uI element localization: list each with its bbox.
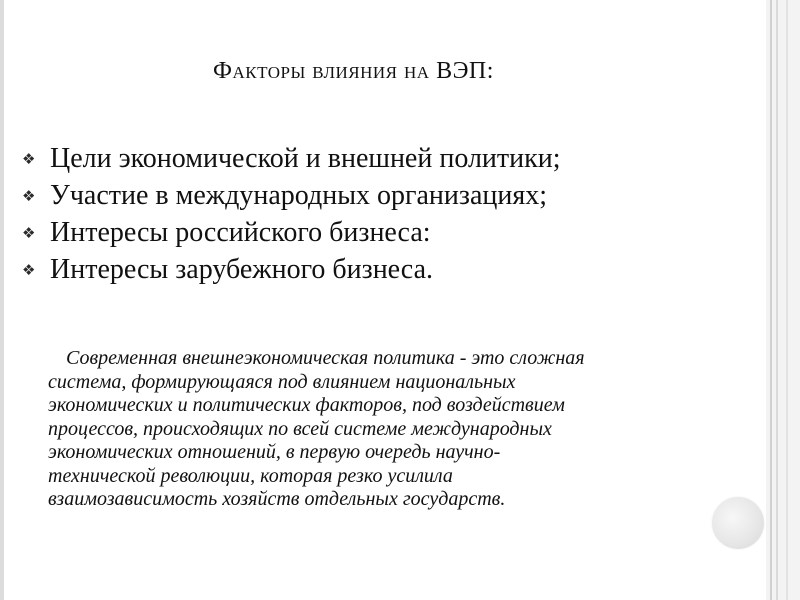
paragraph-line: Современная внешнеэкономическая политика - это сложная	[66, 347, 585, 369]
bullet-text: Цели экономической и внешней политики;	[50, 142, 561, 174]
bullet-item	[22, 214, 561, 251]
right-decorative-line	[786, 0, 788, 600]
right-decorative-line	[776, 0, 778, 600]
paragraph-line: экономических и политических факторов, под воздействием	[48, 394, 565, 416]
right-decorative-line	[770, 0, 772, 600]
diamond-bullet-icon: ❖	[22, 149, 36, 168]
decorative-circle	[712, 497, 764, 549]
paragraph-line: процессов, происходящих по всей системе международных	[48, 417, 552, 440]
bullet-item	[22, 140, 561, 177]
paragraph-line: взаимозависимость хозяйств отдельных государств.	[48, 488, 506, 510]
bullet-text: Интересы зарубежного бизнеса.	[50, 253, 434, 285]
diamond-bullet-icon: ❖	[22, 186, 36, 205]
slide-title: Факторы влияния на ВЭП:	[213, 58, 494, 84]
bullet-item	[22, 177, 561, 214]
bullet-item	[22, 251, 561, 288]
definition-paragraph	[48, 347, 768, 512]
left-edge-decoration	[0, 0, 4, 600]
bullet-text: Интересы российского бизнеса:	[50, 216, 431, 248]
bullet-list	[22, 140, 561, 288]
paragraph-line: система, формирующаяся под влиянием национальных	[48, 370, 516, 393]
bullet-text: Участие в международных организациях;	[50, 179, 548, 211]
diamond-bullet-icon: ❖	[22, 260, 36, 279]
paragraph-line: технической революции, которая резко усилила	[48, 464, 453, 487]
paragraph-line: экономических отношений, в первую очередь научно-	[48, 441, 501, 463]
diamond-bullet-icon: ❖	[22, 223, 36, 242]
